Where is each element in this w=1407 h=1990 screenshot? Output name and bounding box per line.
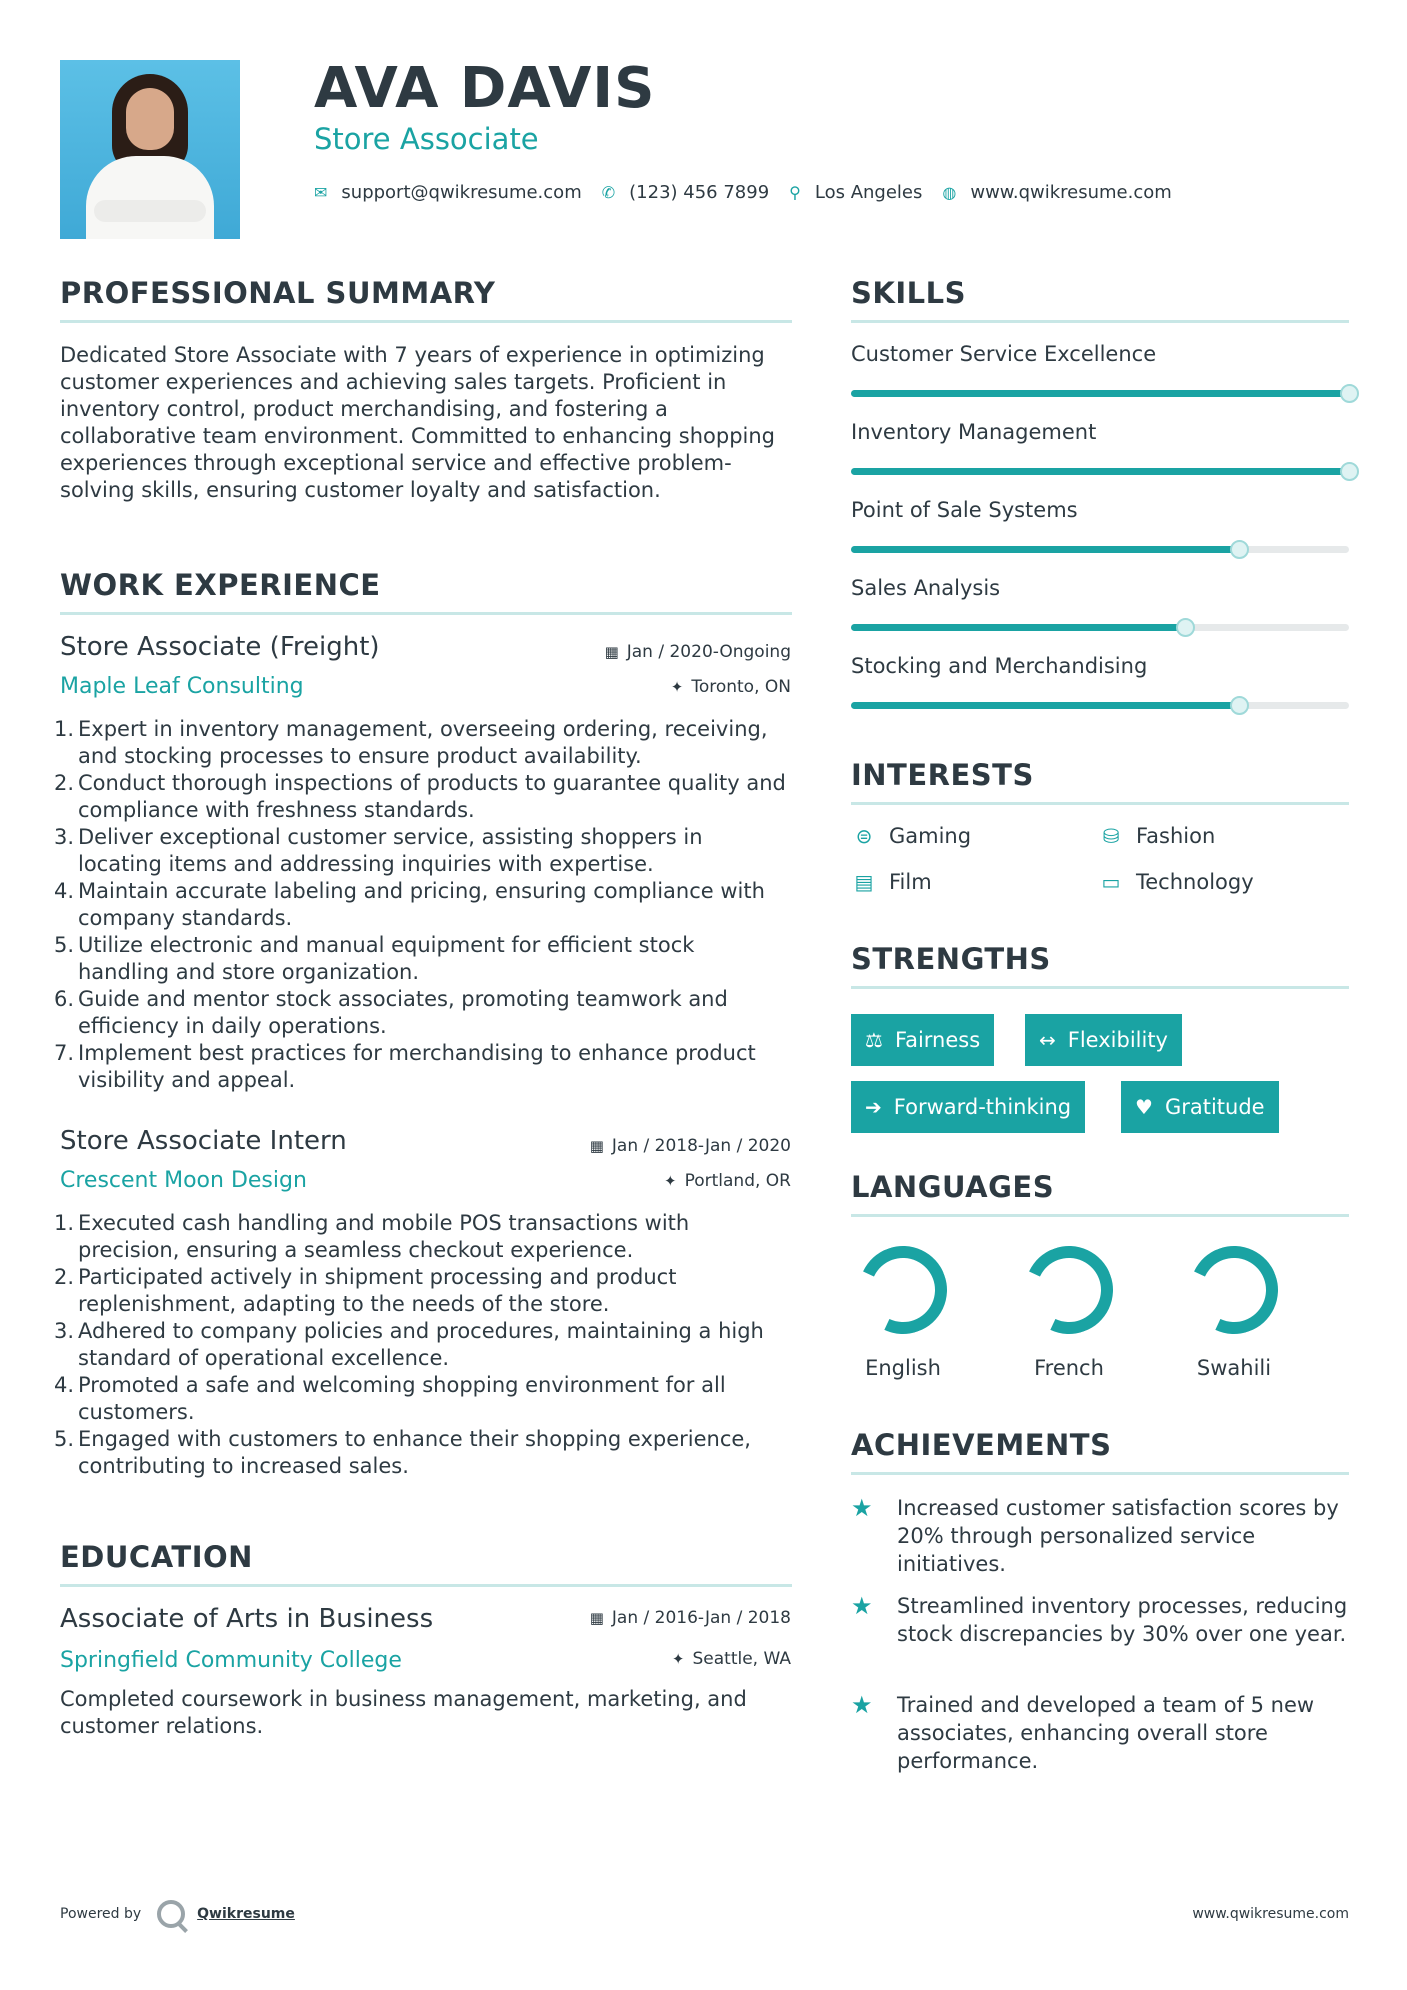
interest-item: ▭ Technology xyxy=(1098,870,1254,894)
contact-bar xyxy=(314,178,1192,206)
job-duties-list xyxy=(53,1210,792,1480)
job-title: Store Associate Intern xyxy=(60,1126,347,1156)
job-company: Maple Leaf Consulting xyxy=(60,674,304,699)
gamepad-icon: ⊜ xyxy=(855,824,873,848)
pushpin-icon: ✦ xyxy=(670,678,684,696)
candidate-title: Store Associate xyxy=(314,122,539,156)
skill-label: Stocking and Merchandising xyxy=(851,654,1148,678)
skill-bar xyxy=(851,468,1349,475)
contact-email[interactable]: support@qwikresume.com xyxy=(341,181,582,203)
map-marker-icon: ⚲ xyxy=(789,182,801,202)
school-name: Springfield Community College xyxy=(60,1648,402,1673)
job-company: Crescent Moon Design xyxy=(60,1168,307,1193)
interest-item: ⊜ Gaming xyxy=(851,824,971,848)
job-location: ✦ Portland, OR xyxy=(664,1171,791,1191)
star-icon: ★ xyxy=(851,1592,873,1620)
profile-photo xyxy=(60,60,240,239)
film-icon: ▤ xyxy=(854,870,874,894)
skill-label: Customer Service Excellence xyxy=(851,342,1157,366)
star-icon: ★ xyxy=(851,1494,873,1522)
skill-bar-knob xyxy=(1176,618,1195,637)
calendar-icon: ▦ xyxy=(589,1609,604,1627)
list-item: 4. Maintain accurate labeling and pricing, ensuring compliance with company standards. xyxy=(53,879,765,930)
list-item: 6. Guide and mentor stock associates, promoting teamwork and efficiency in daily operations. xyxy=(53,987,728,1038)
achievements-divider xyxy=(851,1472,1349,1475)
footer-website[interactable]: www.qwikresume.com xyxy=(1192,1906,1349,1922)
interests-heading: INTERESTS xyxy=(851,758,1034,792)
contact-location: Los Angeles xyxy=(814,181,923,203)
skill-bar-knob xyxy=(1340,462,1359,481)
skill-bar xyxy=(851,702,1349,709)
job-dates: ▦ Jan / 2020-Ongoing xyxy=(604,642,791,662)
skill-bar-fill xyxy=(851,468,1349,475)
education-heading: EDUCATION xyxy=(60,1540,253,1574)
skill-bar xyxy=(851,546,1349,553)
skill-label: Inventory Management xyxy=(851,420,1097,444)
achievements-heading: ACHIEVEMENTS xyxy=(851,1428,1112,1462)
skill-bar-fill xyxy=(851,546,1239,553)
education-dates: ▦ Jan / 2016-Jan / 2018 xyxy=(589,1608,791,1628)
list-item: 1. Executed cash handling and mobile POS transactions with precision, ensuring a seamless checkout experience. xyxy=(53,1211,690,1262)
skill-bar xyxy=(851,624,1349,631)
skill-label: Sales Analysis xyxy=(851,576,1001,600)
language-label: French xyxy=(1034,1356,1104,1380)
list-item: 5. Engaged with customers to enhance their shopping experience, contributing to increased sales. xyxy=(53,1427,751,1478)
calendar-icon: ▦ xyxy=(604,643,619,661)
job-location: ✦ Toronto, ON xyxy=(670,677,791,697)
skills-divider xyxy=(851,320,1349,323)
list-item: 2. Participated actively in shipment processing and product replenishment, adapting to the needs of the store. xyxy=(53,1265,677,1316)
list-item: 2. Conduct thorough inspections of products to guarantee quality and compliance with freshness standards. xyxy=(53,771,786,822)
achievement-item: ★ Trained and developed a team of 5 new associates, enhancing overall store performance. xyxy=(851,1691,1315,1773)
skill-bar-fill xyxy=(851,624,1185,631)
language-label: English xyxy=(865,1356,941,1380)
qwikresume-logo-icon xyxy=(157,1900,185,1928)
candidate-name: AVA DAVIS xyxy=(314,56,656,121)
job-duties-list xyxy=(53,716,792,1094)
arrow-right-icon: ➔ xyxy=(865,1095,882,1119)
interest-item: ⛁ Fashion xyxy=(1098,824,1215,848)
skill-label: Point of Sale Systems xyxy=(851,498,1078,522)
footer-credit xyxy=(60,1900,295,1928)
interest-item: ▤ Film xyxy=(851,870,932,894)
pushpin-icon: ✦ xyxy=(671,1650,685,1668)
language-proficiency-ring xyxy=(1178,1234,1291,1347)
strengths-heading: STRENGTHS xyxy=(851,942,1051,976)
languages-divider xyxy=(851,1214,1349,1217)
list-item: 3. Adhered to company policies and procedures, maintaining a high standard of operational excellence. xyxy=(53,1319,764,1370)
list-item: 5. Utilize electronic and manual equipment for efficient stock handling and store organization. xyxy=(53,933,695,984)
shopping-bag-icon: ⛁ xyxy=(1102,824,1120,848)
globe-icon: ◍ xyxy=(942,182,957,202)
brand-link[interactable]: Qwikresume xyxy=(197,1906,295,1922)
list-item: 1. Expert in inventory management, overseeing ordering, receiving, and stocking processes to ensure product availability. xyxy=(53,717,768,768)
heart-icon: ♥ xyxy=(1135,1095,1153,1119)
pushpin-icon: ✦ xyxy=(664,1172,677,1190)
skill-bar-knob xyxy=(1230,540,1249,559)
contact-phone[interactable]: (123) 456 7899 xyxy=(629,181,770,203)
summary-heading: PROFESSIONAL SUMMARY xyxy=(60,276,496,310)
education-divider xyxy=(60,1584,792,1587)
skill-bar-knob xyxy=(1230,696,1249,715)
job-dates: ▦ Jan / 2018-Jan / 2020 xyxy=(589,1136,791,1156)
powered-by-label: Powered by xyxy=(60,1906,142,1922)
contact-website[interactable]: www.qwikresume.com xyxy=(970,181,1172,203)
strength-badge: ↔ Flexibility xyxy=(1025,1014,1182,1066)
star-icon: ★ xyxy=(851,1691,873,1719)
envelope-icon: ✉ xyxy=(314,182,328,202)
language-proficiency-ring xyxy=(847,1234,960,1347)
list-item: 4. Promoted a safe and welcoming shopping environment for all customers. xyxy=(53,1373,726,1424)
skills-heading: SKILLS xyxy=(851,276,966,310)
skill-bar xyxy=(851,390,1349,397)
language-proficiency-ring xyxy=(1013,1234,1126,1347)
strength-badge: ♥ Gratitude xyxy=(1121,1081,1279,1133)
achievement-item: ★ Increased customer satisfaction scores by 20% through personalized service initiatives. xyxy=(851,1494,1339,1576)
balance-scale-icon: ⚖ xyxy=(865,1028,883,1052)
strength-badge: ⚖ Fairness xyxy=(851,1014,994,1066)
experience-heading: WORK EXPERIENCE xyxy=(60,568,381,602)
skill-bar-knob xyxy=(1340,384,1359,403)
education-text: Completed coursework in business management, marketing, and customer relations. xyxy=(60,1687,747,1738)
language-label: Swahili xyxy=(1196,1356,1272,1380)
calendar-icon: ▦ xyxy=(589,1137,604,1155)
strength-badge: ➔ Forward-thinking xyxy=(851,1081,1085,1133)
degree-title: Associate of Arts in Business xyxy=(60,1604,434,1634)
strengths-divider xyxy=(851,986,1349,989)
experience-divider xyxy=(60,612,792,615)
laptop-icon: ▭ xyxy=(1101,870,1121,894)
achievement-item: ★ Streamlined inventory processes, reducing stock discrepancies by 30% over one year. xyxy=(851,1592,1348,1646)
skill-bar-fill xyxy=(851,390,1349,397)
summary-divider xyxy=(60,320,792,323)
skill-bar-fill xyxy=(851,702,1239,709)
interests-divider xyxy=(851,802,1349,805)
languages-heading: LANGUAGES xyxy=(851,1170,1055,1204)
list-item: 3. Deliver exceptional customer service, assisting shoppers in locating items and addressing inquiries with expertise. xyxy=(53,825,703,876)
arrows-horizontal-icon: ↔ xyxy=(1039,1028,1056,1052)
phone-icon: ✆ xyxy=(601,182,616,202)
job-title: Store Associate (Freight) xyxy=(60,632,380,662)
education-location: ✦ Seattle, WA xyxy=(671,1649,791,1669)
list-item: 7. Implement best practices for merchandising to enhance product visibility and appeal. xyxy=(53,1041,756,1092)
summary-text: Dedicated Store Associate with 7 years of experience in optimizing customer experiences and achieving sales targets. Proficient in inventory control, product merchandising, and fostering a collaborative team environment. Committed to enhancing shopping experiences through exceptional service and effective problem-solving skills, ensuring customer loyalty and satisfaction. xyxy=(60,343,776,502)
